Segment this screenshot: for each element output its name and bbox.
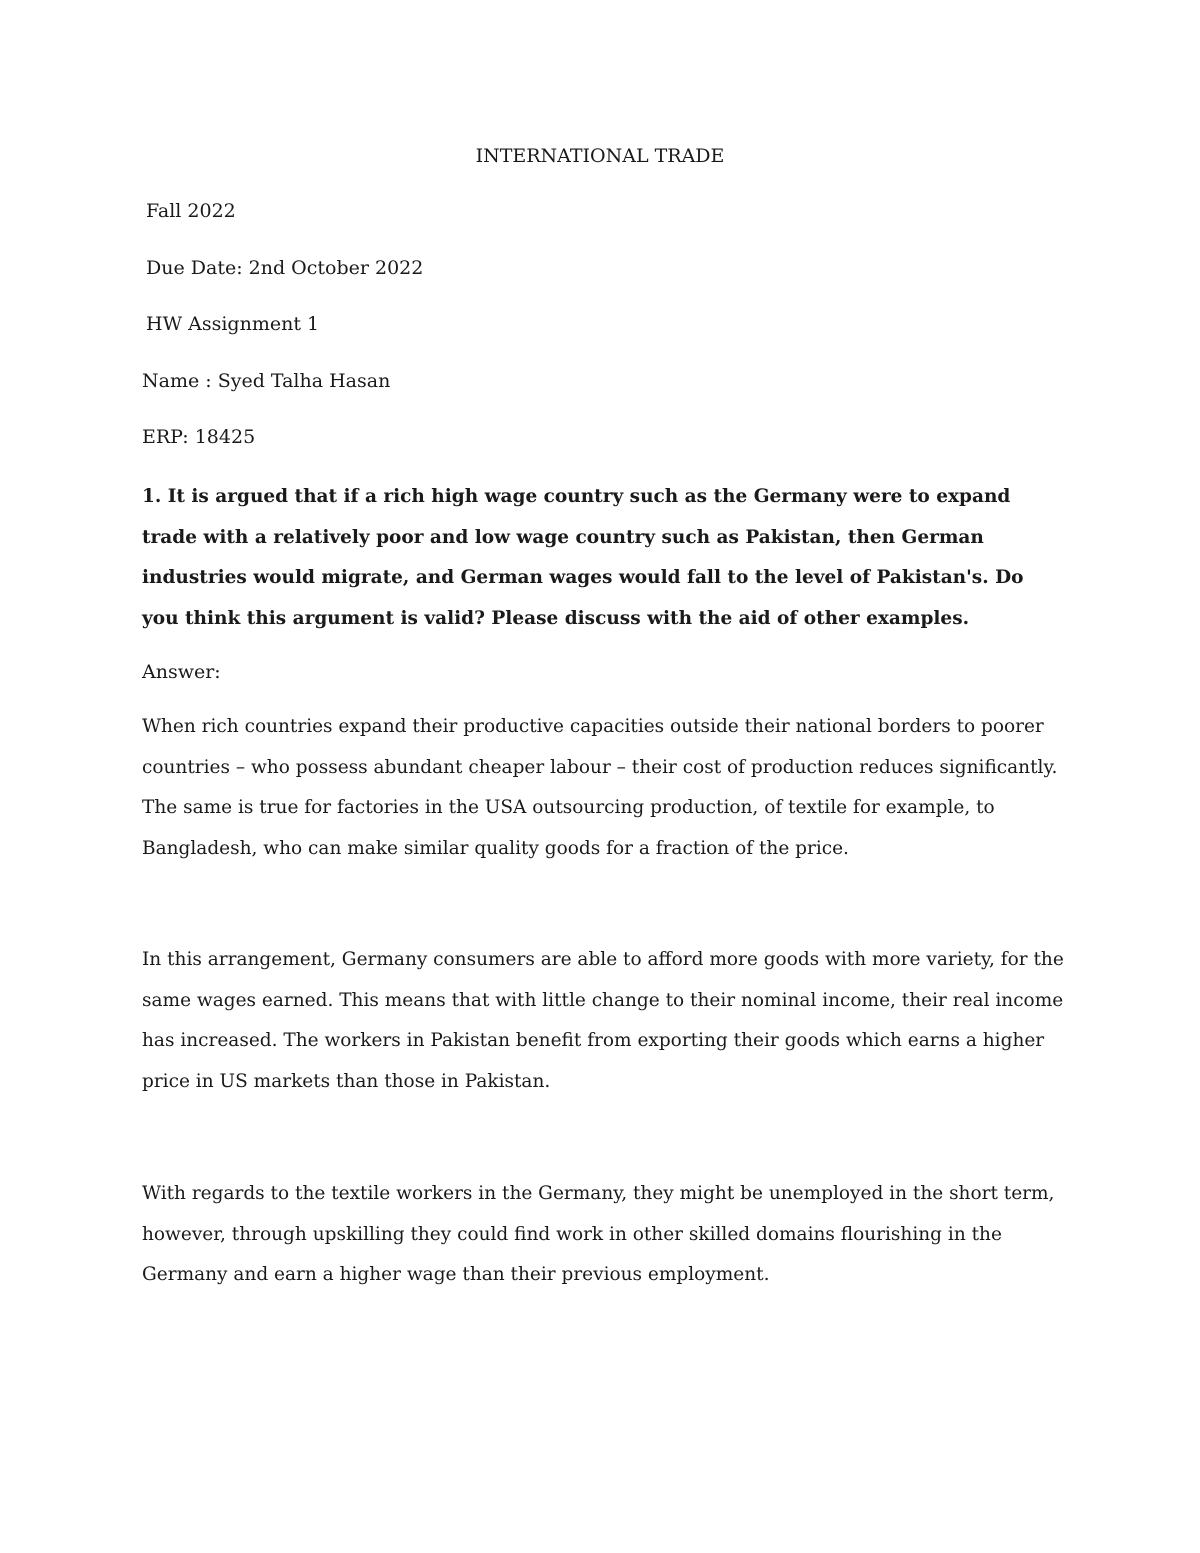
document-title: INTERNATIONAL TRADE [475,145,725,167]
student-name-line: Name : Syed Talha Hasan [142,370,391,392]
assignment-line: HW Assignment 1 [146,313,320,335]
semester-line: Fall 2022 [146,200,236,222]
answer-paragraph-3: With regards to the textile workers in the Germany, they might be unemployed in the short term, however, through upskilling they could find work in other skilled domains flourishing in the Germany and earn a higher wage than their previous employment. [142,1183,1055,1285]
question-text: 1. It is argued that if a rich high wage country such as the Germany were to expand trade with a relatively poor and low wage country such as Pakistan, then German industries would migrate, and German wages would fall to the level of Pakistan's. Do you think this argument is valid? Please discuss with the aid of other examples. [142,486,1024,629]
answer-paragraph-1: When rich countries expand their productive capacities outside their national borders to poorer countries – who possess abundant cheaper labour – their cost of production reduces significantly. The same is true for factories in the USA outsourcing production, of textile for example, to Bangladesh, who can make similar quality goods for a fraction of the price. [142,716,1058,859]
answer-paragraph-2: In this arrangement, Germany consumers are able to afford more goods with more variety, for the same wages earned. This means that with little change to their nominal income, their real income has increased. The workers in Pakistan benefit from exporting their goods which earns a higher price in US markets than those in Pakistan. [142,949,1064,1092]
due-date-line: Due Date: 2nd October 2022 [146,257,424,279]
answer-label: Answer: [142,661,221,683]
erp-line: ERP: 18425 [142,426,256,448]
